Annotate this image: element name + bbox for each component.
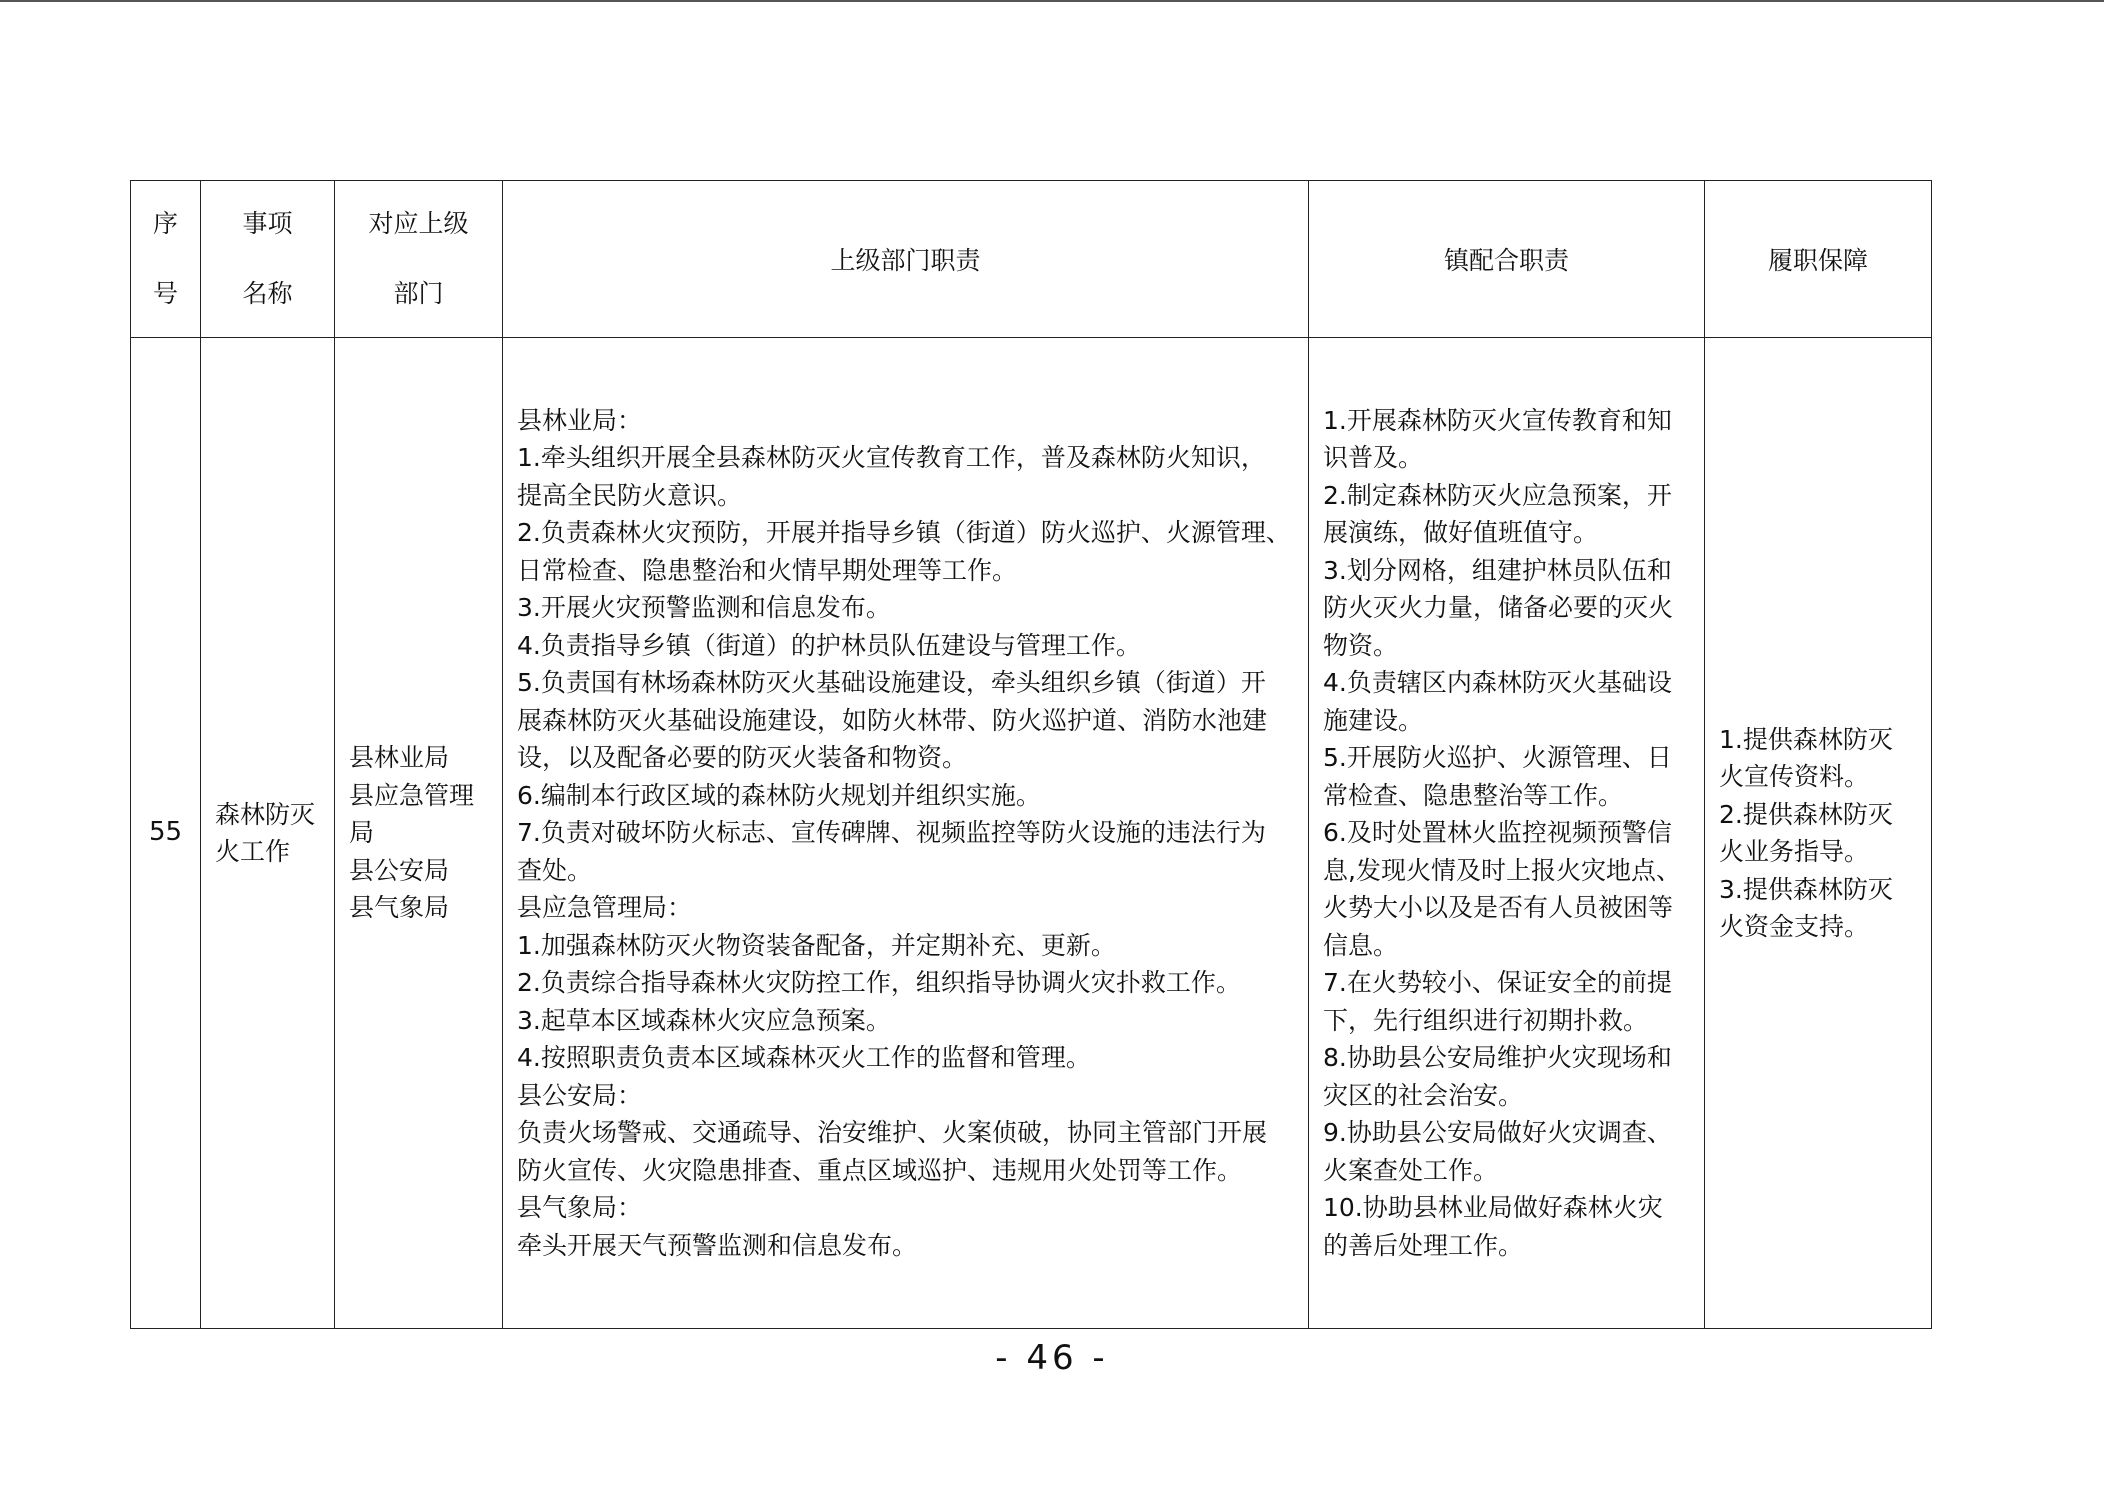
upper-duty-line: 1.加强森林防灭火物资装备配备，并定期补充、更新。: [517, 930, 1116, 960]
dept-line: 县应急管理: [349, 780, 475, 810]
dept-line: 局: [349, 818, 375, 848]
upper-duty-line: 3.开展火灾预警监测和信息发布。: [517, 593, 891, 623]
upper-duty-line: 县气象局：: [517, 1193, 643, 1223]
table-header-row: [131, 181, 1932, 338]
town-duty-line: 息,发现火情及时上报火灾地点、: [1323, 855, 1681, 885]
upper-duty-line: 查处。: [517, 855, 593, 885]
row-upper-duties: [503, 338, 1309, 1329]
header-upper-duties: 上级部门职责: [503, 181, 1309, 338]
town-duty-line: 4.负责辖区内森林防灭火基础设: [1323, 668, 1672, 698]
guarantee-line: 火资金支持。: [1719, 912, 1870, 941]
row-guarantee: [1705, 338, 1932, 1329]
upper-duty-line: 2.负责森林火灾预防，开展并指导乡镇（街道）防火巡护、火源管理、: [517, 518, 1291, 548]
guarantee-lines: [1719, 721, 1921, 946]
town-duty-line: 下，先行组织进行初期扑救。: [1323, 1005, 1649, 1035]
upper-duty-line: 日常检查、隐患整治和火情早期处理等工作。: [517, 555, 1018, 585]
upper-duty-line: 展森林防灭火基础设施建设，如防火林带、防火巡护道、消防水池建: [517, 705, 1268, 735]
town-duty-line: 信息。: [1323, 930, 1399, 960]
duty-table: [130, 180, 1932, 1329]
page-number: - 46 -: [995, 1338, 1109, 1378]
dept-line: 县公安局: [349, 855, 450, 885]
town-duty-line: 8.协助县公安局维护火灾现场和: [1323, 1043, 1672, 1073]
upper-duty-line: 7.负责对破坏防火标志、宣传碑牌、视频监控等防火设施的违法行为: [517, 818, 1266, 848]
town-duty-line: 3.划分网格，组建护林员队伍和: [1323, 555, 1672, 585]
dept-line: 县林业局: [349, 743, 450, 773]
header-town-duties: 镇配合职责: [1309, 181, 1705, 338]
town-duty-line: 物资。: [1323, 630, 1399, 660]
town-duty-line: 的善后处理工作。: [1323, 1230, 1524, 1260]
row-name: [201, 338, 335, 1329]
upper-duty-line: 县林业局：: [517, 405, 643, 435]
header-seq: [131, 181, 201, 338]
town-duty-line: 常检查、隐患整治等工作。: [1323, 780, 1624, 810]
guarantee-line: 火宣传资料。: [1719, 762, 1870, 791]
town-duty-line: 火案查处工作。: [1323, 1155, 1499, 1185]
upper-duty-line: 1.牵头组织开展全县森林防灭火宣传教育工作，普及森林防火知识，: [517, 443, 1266, 473]
town-duty-line: 2.制定森林防灭火应急预案，开: [1323, 480, 1672, 510]
header-name: [201, 181, 335, 338]
town-duty-line: 施建设。: [1323, 705, 1424, 735]
town-duty-line: 9.协助县公安局做好火灾调查、: [1323, 1118, 1672, 1148]
upper-duty-line: 提高全民防火意识。: [517, 480, 743, 510]
top-border-line: [0, 0, 2104, 2]
upper-duty-line: 牵头开展天气预警监测和信息发布。: [517, 1230, 918, 1260]
town-duty-line: 识普及。: [1323, 443, 1424, 473]
town-duty-line: 10.协助县林业局做好森林火灾: [1323, 1193, 1663, 1223]
town-duties-lines: [1323, 402, 1694, 1265]
upper-duty-line: 2.负责综合指导森林火灾防控工作，组织指导协调火灾扑救工作。: [517, 968, 1241, 998]
header-guarantee: 履职保障: [1705, 181, 1932, 338]
upper-duty-line: 5.负责国有林场森林防灭火基础设施建设，牵头组织乡镇（街道）开: [517, 668, 1266, 698]
town-duty-line: 展演练，做好值班值守。: [1323, 518, 1599, 548]
town-duty-line: 6.及时处置林火监控视频预警信: [1323, 818, 1672, 848]
table-row: [131, 338, 1932, 1329]
town-duty-line: 7.在火势较小、保证安全的前提: [1323, 968, 1672, 998]
upper-duty-line: 防火宣传、火灾隐患排查、重点区域巡护、违规用火处罚等工作。: [517, 1155, 1243, 1185]
row-dept: [335, 338, 503, 1329]
upper-duty-line: 县公安局：: [517, 1080, 643, 1110]
header-dept: [335, 181, 503, 338]
upper-duty-line: 负责火场警戒、交通疏导、治安维护、火案侦破，协同主管部门开展: [517, 1118, 1268, 1148]
dept-line: 县气象局: [349, 893, 450, 923]
header-name-line-2: 名称: [242, 279, 293, 308]
row-seq: 55: [131, 338, 201, 1329]
guarantee-line: 火业务指导。: [1719, 837, 1870, 866]
header-seq-line-1: 序: [152, 209, 178, 238]
name-line: 火工作: [215, 837, 291, 866]
town-duty-line: 1.开展森林防灭火宣传教育和知: [1323, 405, 1672, 435]
header-dept-line-1: 对应上级: [368, 209, 469, 238]
row-dept-lines: [349, 739, 494, 927]
upper-duty-line: 3.起草本区域森林火灾应急预案。: [517, 1005, 891, 1035]
guarantee-line: 1.提供森林防灭: [1719, 724, 1893, 754]
header-seq-line-2: 号: [152, 279, 178, 308]
header-dept-line-2: 部门: [393, 279, 444, 308]
upper-duty-line: 4.按照职责负责本区域森林灭火工作的监督和管理。: [517, 1043, 1091, 1073]
upper-duty-line: 4.负责指导乡镇（街道）的护林员队伍建设与管理工作。: [517, 630, 1141, 660]
upper-duty-line: 6.编制本行政区域的森林防火规划并组织实施。: [517, 780, 1041, 810]
upper-duty-line: 设，以及配备必要的防灭火装备和物资。: [517, 743, 968, 773]
row-name-lines: [215, 796, 326, 871]
guarantee-line: 3.提供森林防灭: [1719, 874, 1893, 904]
row-town-duties: [1309, 338, 1705, 1329]
town-duty-line: 防火灭火力量，储备必要的灭火: [1323, 593, 1674, 623]
town-duty-line: 5.开展防火巡护、火源管理、日: [1323, 743, 1672, 773]
header-name-line-1: 事项: [242, 209, 293, 238]
town-duty-line: 火势大小以及是否有人员被困等: [1323, 893, 1674, 923]
name-line: 森林防灭: [215, 799, 316, 829]
guarantee-line: 2.提供森林防灭: [1719, 799, 1893, 829]
upper-duties-lines: [517, 402, 1298, 1265]
town-duty-line: 灾区的社会治安。: [1323, 1080, 1524, 1110]
upper-duty-line: 县应急管理局：: [517, 893, 693, 923]
